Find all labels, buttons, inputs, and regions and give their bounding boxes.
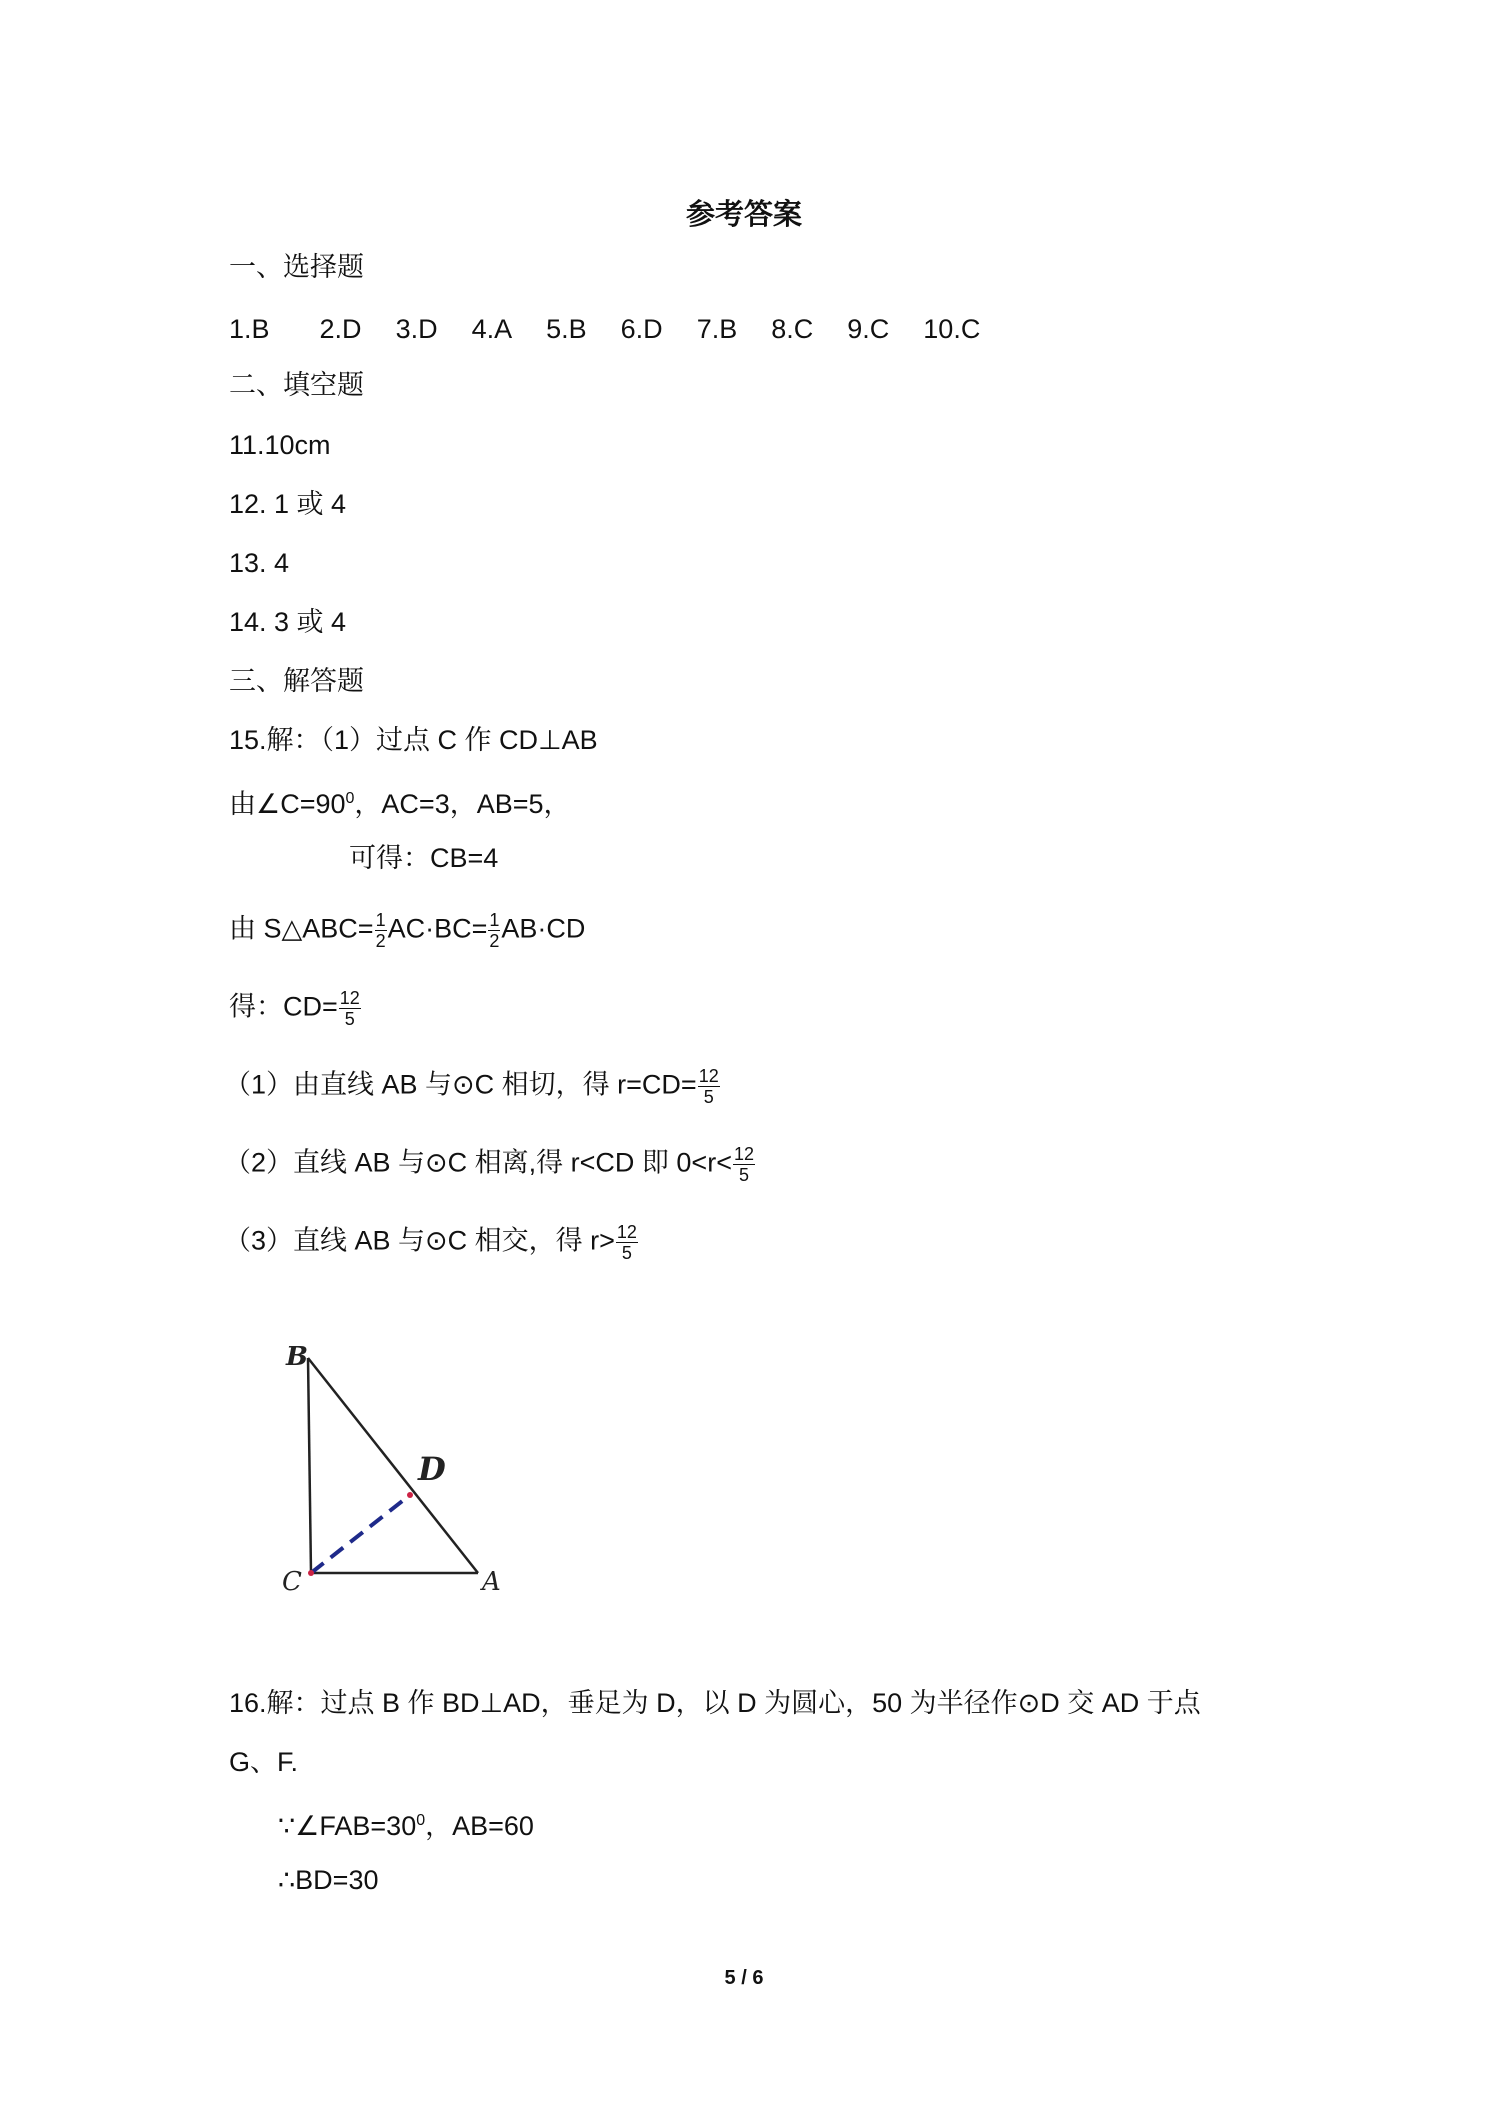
label-a: A (482, 1567, 501, 1597)
choice-answers (229, 312, 1014, 346)
fraction-num: 1 (375, 910, 386, 930)
q15-line1: 15.解：（1）过点 C 作 CD⊥AB (229, 725, 598, 755)
fraction-half (488, 910, 500, 951)
dashed-cd (311, 1495, 410, 1573)
q15-area-equation (229, 910, 585, 951)
fill-answer-11: 11.10cm (229, 430, 331, 460)
fraction-num: 12 (733, 1144, 754, 1164)
label-b: B (286, 1342, 308, 1372)
fraction-half (375, 910, 387, 951)
answer-2: 2.D (319, 314, 362, 344)
fraction-12-5 (733, 1144, 755, 1185)
q15-case1 (224, 1066, 721, 1107)
q15-cd-result (229, 988, 362, 1029)
q15-case2-text: （2）直线 AB 与⊙C 相离,得 r<CD 即 0<r< (224, 1147, 732, 1178)
q15-line4-c: AB·CD (501, 913, 586, 944)
fill-answer-12: 12. 1 或 4 (229, 489, 347, 519)
q15-line4-b: AC·BC= (387, 913, 488, 944)
fraction-den: 2 (489, 931, 500, 951)
fill-answer-14: 14. 3 或 4 (229, 607, 347, 637)
q15-line2-b: ，AC=3，AB=5， (354, 789, 571, 819)
q15-line2-sup: 0 (345, 790, 355, 807)
fraction-12-5 (698, 1066, 720, 1107)
q15-case2 (224, 1144, 756, 1185)
q15-line2-a: 由∠C=90 (229, 789, 346, 819)
answer-10: 10.C (923, 314, 981, 344)
section-heading-fill: 二、填空题 (229, 370, 364, 400)
q15-line5-a: 得：CD= (229, 991, 338, 1022)
q16-line4: ∴BD=30 (278, 1865, 379, 1895)
answer-7: 7.B (696, 314, 738, 344)
q16-line2: G、F. (229, 1747, 299, 1777)
page-title: 参考答案 (685, 197, 802, 231)
section-heading-solve: 三、解答题 (229, 666, 364, 696)
fraction-num: 12 (616, 1222, 637, 1242)
fraction-num: 1 (489, 910, 500, 930)
q16-line1: 16.解：过点 B 作 BD⊥AD，垂足为 D，以 D 为圆心，50 为半径作⊙D 交 AD 于点 (229, 1688, 1201, 1718)
q15-case1-text: （1）由直线 AB 与⊙C 相切，得 r=CD= (224, 1069, 697, 1100)
fraction-den: 5 (703, 1087, 714, 1107)
answer-5: 5.B (546, 314, 587, 344)
answer-1: 1.B (229, 314, 270, 344)
label-d: D (418, 1450, 446, 1488)
fraction-den: 5 (738, 1165, 749, 1185)
q15-line3: 可得：CB=4 (349, 843, 499, 873)
q15-case3 (224, 1222, 639, 1263)
answer-4: 4.A (471, 314, 513, 344)
fraction-12-5 (339, 988, 361, 1029)
triangle-figure (270, 1330, 530, 1600)
fill-answer-13: 13. 4 (229, 548, 290, 578)
page-number: 5 / 6 (724, 1967, 764, 1989)
label-c: C (282, 1567, 302, 1597)
q15-line2 (229, 782, 571, 821)
fraction-den: 5 (344, 1009, 355, 1029)
answer-9: 9.C (847, 314, 890, 344)
point-c (308, 1570, 314, 1576)
fraction-12-5 (616, 1222, 638, 1263)
answer-3: 3.D (395, 314, 438, 344)
side-ab (308, 1358, 478, 1573)
fraction-den: 2 (375, 931, 386, 951)
q15-line4-a: 由 S△ABC= (229, 913, 374, 944)
answer-8: 8.C (771, 314, 814, 344)
q16-line3-b: ，AB=60 (425, 1811, 534, 1841)
fraction-den: 5 (621, 1243, 632, 1263)
side-bc (308, 1358, 311, 1573)
q16-line3-a: ∵∠FAB=30 (278, 1811, 417, 1841)
section-heading-choice: 一、选择题 (229, 252, 364, 282)
answer-6: 6.D (620, 314, 663, 344)
q16-line3-sup: 0 (416, 1812, 426, 1829)
q16-line3 (278, 1804, 534, 1843)
point-d (407, 1492, 413, 1498)
q15-case3-text: （3）直线 AB 与⊙C 相交，得 r> (224, 1225, 615, 1256)
fraction-num: 12 (339, 988, 360, 1008)
fraction-num: 12 (698, 1066, 719, 1086)
